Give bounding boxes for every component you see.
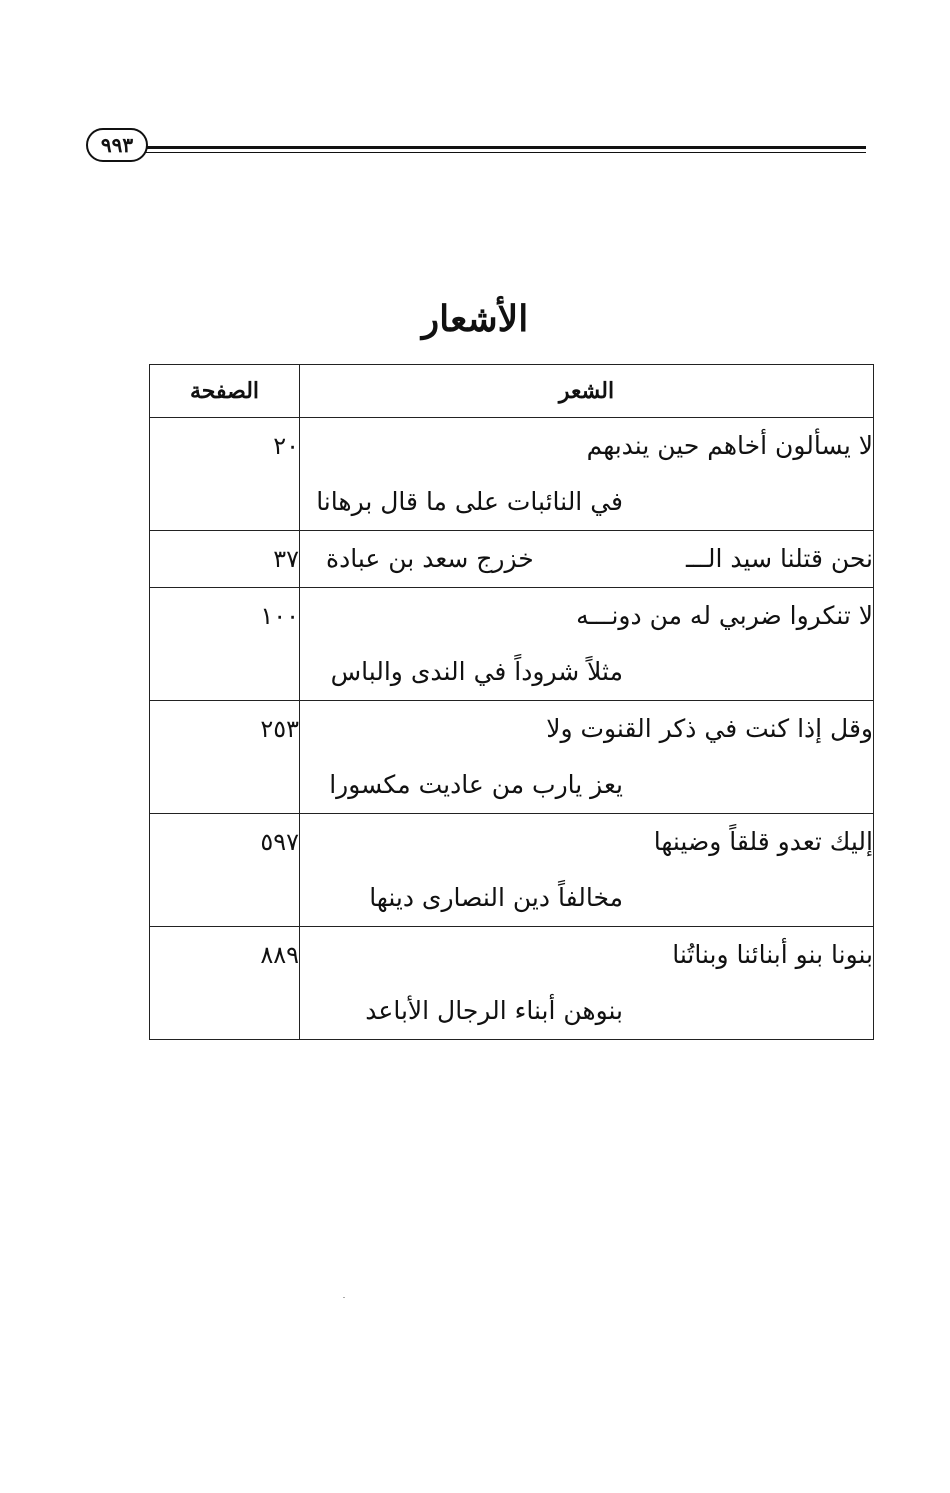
- column-header-verse: الشعر: [300, 365, 874, 418]
- second-hemistich: مخالفاً دين النصارى دينها: [369, 883, 623, 912]
- verse-cell: [300, 927, 874, 1040]
- first-hemistich: وقل إذا كنت في ذكر القنوت ولا: [546, 714, 873, 743]
- verse-cell: [300, 418, 874, 531]
- table-header-row: [150, 365, 874, 418]
- header-rule-thin: [144, 152, 866, 153]
- first-hemistich: بنونا بنو أبنائنا وبناتُنا: [672, 940, 873, 969]
- page-ref-cell: ٥٩٧: [150, 814, 300, 927]
- table-row: [150, 701, 874, 814]
- table-row: [150, 418, 874, 531]
- first-hemistich: لا يسألون أخاهم حين يندبهم: [586, 431, 873, 460]
- verse-cell: [300, 588, 874, 701]
- table-row: [150, 588, 874, 701]
- first-hemistich: لا تنكروا ضربي له من دونـــه: [576, 601, 873, 630]
- table-row: [150, 814, 874, 927]
- verse-cell: [300, 531, 874, 588]
- table-row: [150, 531, 874, 588]
- second-hemistich: خزرج سعد بن عبادة: [326, 544, 534, 573]
- header-rule-thick: [144, 146, 866, 149]
- page-ref-cell: ٨٨٩: [150, 927, 300, 1040]
- page-ref-cell: ٣٧: [150, 531, 300, 588]
- poems-index-table: [149, 364, 874, 1040]
- second-hemistich: في النائبات على ما قال برهانا: [316, 487, 623, 516]
- second-hemistich: مثلاً شروداً في الندى والباس: [330, 657, 623, 686]
- first-hemistich: نحن قتلنا سيد الـــ: [685, 544, 873, 573]
- scan-speck: [343, 1297, 345, 1298]
- second-hemistich: يعز يارب من عاديت مكسورا: [329, 770, 623, 799]
- page-title: الأشعار: [421, 298, 529, 340]
- page-ref-cell: ٢٠: [150, 418, 300, 531]
- second-hemistich: بنوهن أبناء الرجال الأباعد: [365, 996, 623, 1025]
- verse-single-line: [300, 531, 873, 587]
- table-row: [150, 927, 874, 1040]
- column-header-page: الصفحة: [150, 365, 300, 418]
- page-ref-cell: ٢٥٣: [150, 701, 300, 814]
- page-ref-cell: ١٠٠: [150, 588, 300, 701]
- page-number-badge: [86, 128, 148, 162]
- verse-cell: [300, 701, 874, 814]
- page-header: [84, 128, 866, 164]
- first-hemistich: إليك تعدو قلقاً وضينها: [653, 827, 873, 856]
- verse-cell: [300, 814, 874, 927]
- page-number: ٩٩٣: [100, 133, 134, 157]
